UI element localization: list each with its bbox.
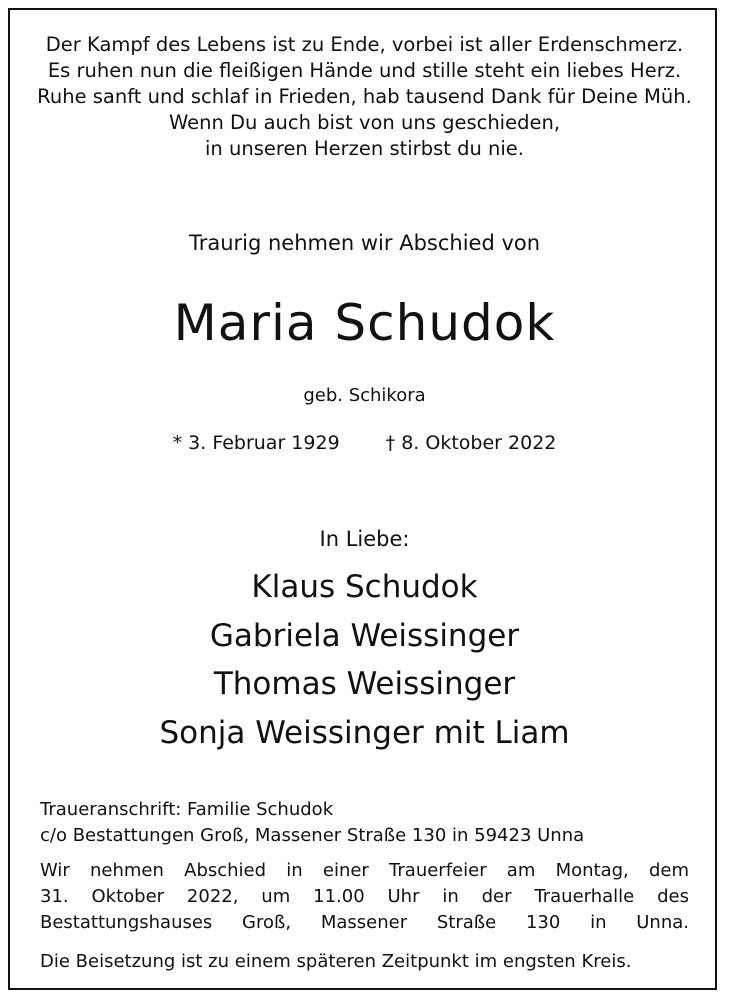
address-line: c/o Bestattungen Groß, Massener Straße 130 in 59423 Unna xyxy=(40,825,585,846)
poem-line: Ruhe sanft und schlaf in Frieden, hab tausend Dank für Deine Müh. xyxy=(37,85,692,108)
family-member: Thomas Weissinger xyxy=(213,666,516,702)
birth-date: * 3. Februar 1929 xyxy=(172,432,340,454)
poem-line: in unseren Herzen stirbst du nie. xyxy=(205,137,524,160)
burial-notice: Die Beisetzung ist zu einem späteren Zeitpunkt im engsten Kreis. xyxy=(40,951,632,972)
intro-text: Traurig nehmen wir Abschied von xyxy=(188,231,541,255)
life-dates xyxy=(0,429,729,457)
family-member: Gabriela Weissinger xyxy=(209,617,520,654)
family-list xyxy=(0,563,729,757)
ceremony-line: Wir nehmen Abschied in einer Trauerfeier am Montag, dem xyxy=(40,860,689,881)
mourning-address xyxy=(40,797,584,849)
ceremony-line: 31. Oktober 2022, um 11.00 Uhr in der Trauerhalle des xyxy=(40,886,689,907)
memorial-poem xyxy=(0,32,729,162)
death-date: † 8. Oktober 2022 xyxy=(385,432,557,454)
love-heading: In Liebe: xyxy=(319,527,410,551)
ceremony-line: Bestattungshauses Groß, Massener Straße 130 in Unna. xyxy=(40,912,689,933)
family-member: Klaus Schudok xyxy=(251,569,478,605)
poem-line: Der Kampf des Lebens ist zu Ende, vorbei ist aller Erdenschmerz. xyxy=(45,33,684,56)
family-member: Sonja Weissinger mit Liam xyxy=(159,714,570,751)
deceased-name: Maria Schudok xyxy=(173,294,556,352)
poem-line: Wenn Du auch bist von uns geschieden, xyxy=(168,111,561,134)
maiden-name: geb. Schikora xyxy=(303,385,426,406)
poem-line: Es ruhen nun die fleißigen Hände und stille steht ein liebes Herz. xyxy=(47,59,682,82)
ceremony-notice xyxy=(40,858,689,936)
address-line: Traueranschrift: Familie Schudok xyxy=(40,799,334,820)
